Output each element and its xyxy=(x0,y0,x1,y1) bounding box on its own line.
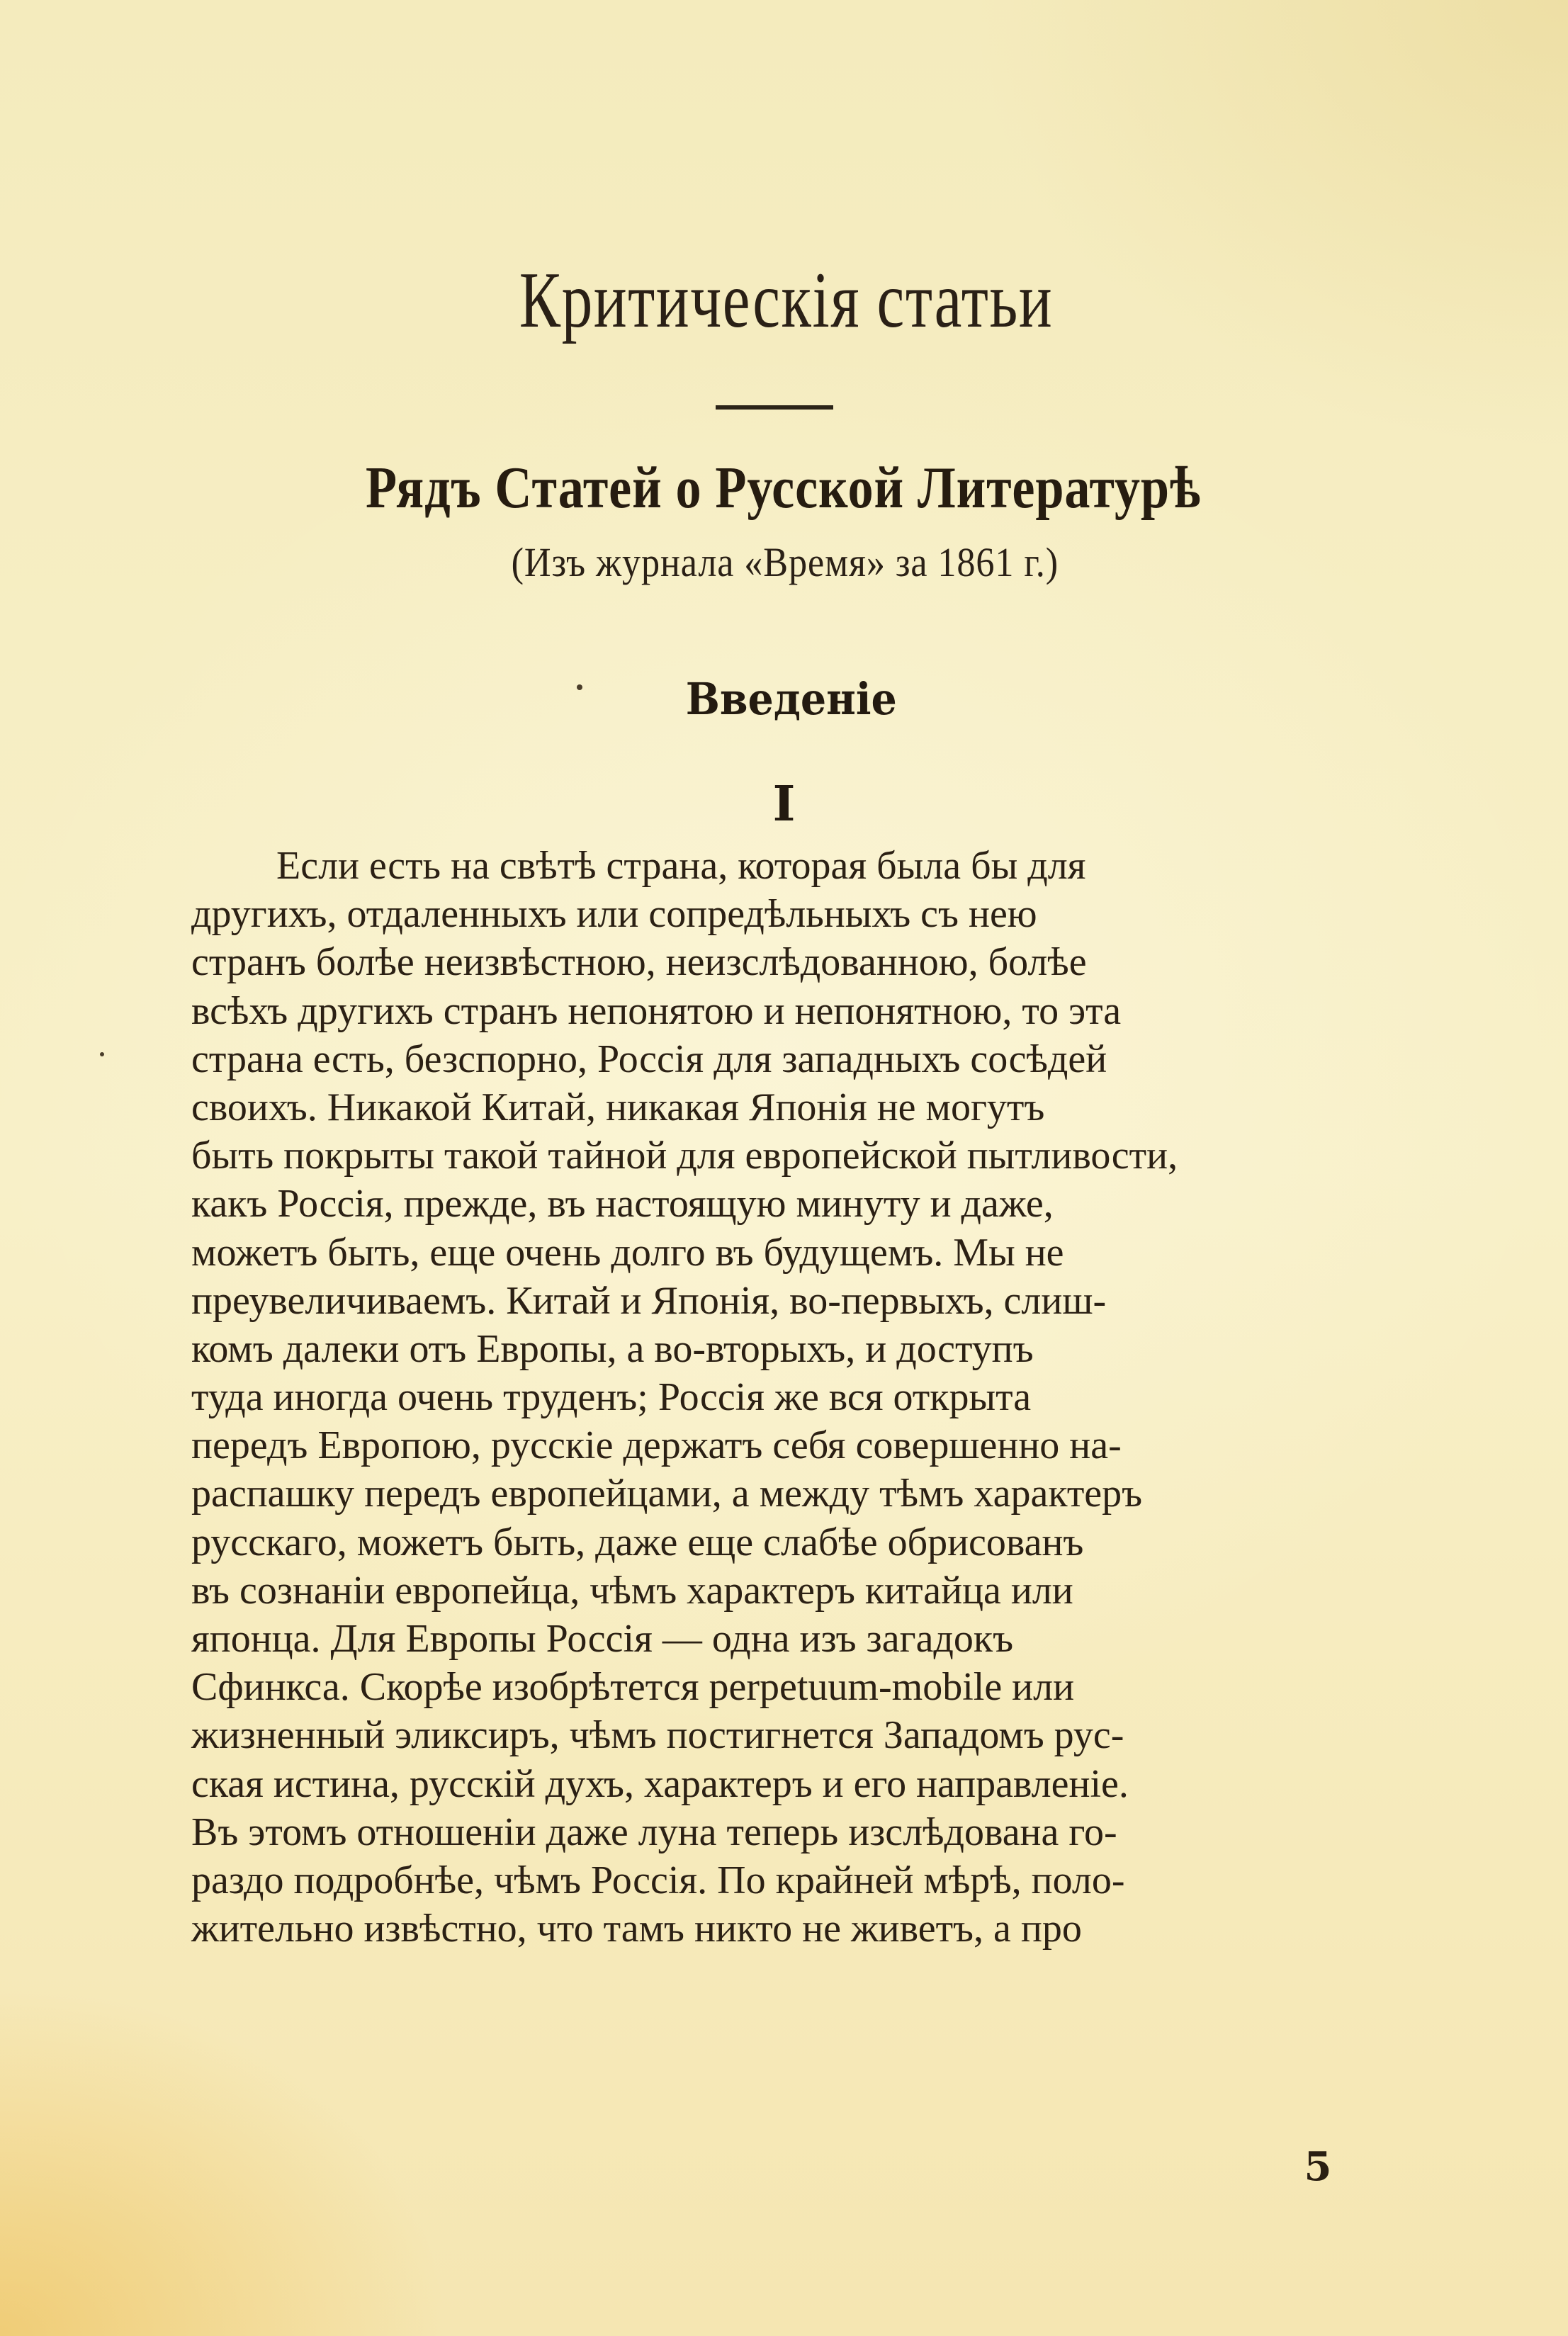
body-paragraph xyxy=(191,842,1373,1953)
text-line: распашку передъ европейцами, а между тѣмъ характеръ xyxy=(191,1472,1143,1516)
text-line: Если есть на свѣтѣ страна, которая была бы для xyxy=(276,844,1086,888)
text-line: русскаго, можетъ быть, даже еще слабѣе обрисованъ xyxy=(191,1520,1084,1564)
text-line: туда иногда очень труденъ; Россія же вся открыта xyxy=(191,1375,1032,1420)
text-line: можетъ быть, еще очень долго въ будущемъ. Мы не xyxy=(191,1230,1064,1275)
text-line: раздо подробнѣе, чѣмъ Россія. По крайней мѣрѣ, поло- xyxy=(191,1858,1125,1902)
article-series-title: Рядъ Статей о Русской Литературѣ xyxy=(366,455,1202,521)
text-line: жительно извѣстно, что тамъ никто не живетъ, а про xyxy=(191,1907,1082,1951)
text-line: передъ Европою, русскіе держатъ себя совершенно на- xyxy=(191,1423,1122,1468)
text-line: Сфинкса. Скорѣе изобрѣтется perpetuum-mobile или xyxy=(191,1665,1075,1710)
ink-speck xyxy=(100,1052,104,1056)
text-line: странъ болѣе неизвѣстною, неизслѣдованною, болѣе xyxy=(191,940,1087,985)
source-note: (Изъ журнала «Время» за 1861 г.) xyxy=(511,539,1059,585)
text-line: быть покрыты такой тайной для европейской пытливости, xyxy=(191,1134,1178,1178)
text-line: другихъ, отдаленныхъ или сопредѣльныхъ съ нею xyxy=(191,892,1037,937)
chapter-number: I xyxy=(772,776,796,833)
text-line: японца. Для Европы Россія — одна изъ загадокъ xyxy=(191,1617,1014,1661)
text-line: преувеличиваемъ. Китай и Японія, во-первыхъ, слиш- xyxy=(191,1278,1107,1323)
text-line: ская истина, русскій духъ, характеръ и его направленіе. xyxy=(191,1761,1129,1806)
text-line: страна есть, безспорно, Россія для западныхъ сосѣдей xyxy=(191,1037,1107,1081)
text-line: всѣхъ другихъ странъ непонятою и непонятною, то эта xyxy=(191,988,1122,1033)
page-title: Критическія статьи xyxy=(519,256,1054,344)
text-line: жизненный эликсиръ, чѣмъ постигнется Западомъ рус- xyxy=(191,1713,1124,1758)
text-line: какъ Россія, прежде, въ настоящую минуту и даже, xyxy=(191,1182,1054,1226)
title-divider-rule xyxy=(716,405,833,410)
page-number: 5 xyxy=(1304,2143,1332,2190)
text-line: комъ далеки отъ Европы, а во-вторыхъ, и доступъ xyxy=(191,1326,1034,1371)
text-line: въ сознаніи европейца, чѣмъ характеръ китайца или xyxy=(191,1568,1073,1613)
text-line: своихъ. Никакой Китай, никакая Японія не могутъ xyxy=(191,1085,1045,1129)
text-line: Въ этомъ отношеніи даже луна теперь изслѣдована го- xyxy=(191,1810,1117,1854)
section-heading: Введеніе xyxy=(685,673,897,725)
